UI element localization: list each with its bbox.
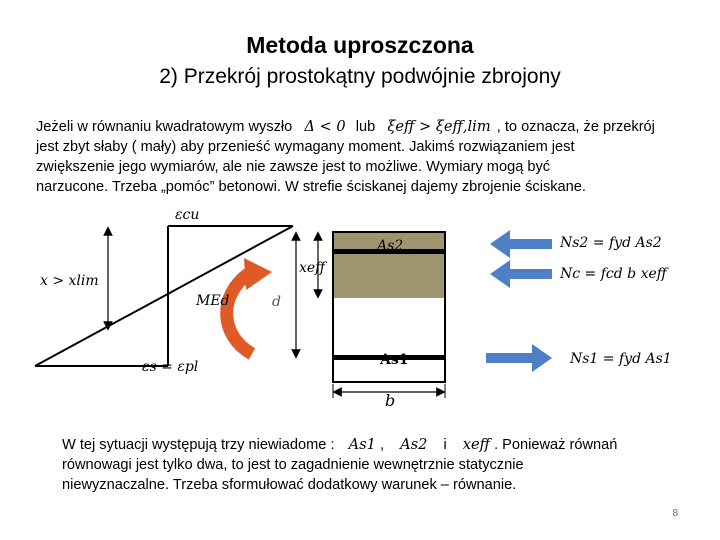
xi-condition: ξeff > ξeff,lim bbox=[387, 118, 491, 135]
unknown-as1: As1 bbox=[348, 436, 376, 453]
unknown-as2: As2 bbox=[400, 436, 428, 453]
ns1-equation: Ns1 = fyd As1 bbox=[570, 351, 672, 367]
conclusion-text: W tej sytuacji występują trzy niewiadome : bbox=[62, 437, 335, 453]
strain-diagram bbox=[35, 226, 293, 366]
ns2-equation: Ns2 = fyd As2 bbox=[560, 235, 662, 251]
conclusion-line-1 bbox=[62, 435, 702, 455]
conclusion-text: . Ponieważ równań bbox=[494, 437, 618, 453]
conclusion-line-3: niewyznaczalne. Trzeba sformułować dodatkowy warunek – równanie. bbox=[62, 477, 517, 493]
paragraph-text: , to oznacza, że przekrój bbox=[496, 119, 655, 135]
page-number: 8 bbox=[672, 508, 678, 519]
separator: i bbox=[443, 437, 447, 453]
d-label: d bbox=[272, 294, 281, 310]
x-label: x > xlim bbox=[40, 273, 99, 289]
as2-label: As2 bbox=[377, 238, 404, 254]
separator: , bbox=[379, 437, 385, 453]
force-ns1-head bbox=[532, 344, 552, 372]
force-ns1-arrow bbox=[486, 353, 532, 363]
delta-condition: Δ < 0 bbox=[304, 118, 346, 135]
moment-arrow-head bbox=[244, 258, 272, 290]
slide-title: Metoda uproszczona bbox=[246, 32, 474, 58]
cross-section bbox=[296, 232, 445, 398]
paragraph-line-3: zwiększenie jego wymiarów, ale nie zawsze jest to możliwe. Wymiary mogą być bbox=[36, 159, 551, 175]
force-nc-head bbox=[490, 260, 510, 288]
slide-subtitle: 2) Przekrój prostokątny podwójnie zbrojony bbox=[159, 65, 561, 88]
xeff-label: xeff bbox=[299, 260, 326, 276]
moment-label: MEd bbox=[196, 293, 230, 309]
force-ns2-head bbox=[490, 230, 510, 258]
eps-s-label: εs = εpl bbox=[142, 359, 199, 375]
b-label: b bbox=[385, 391, 396, 410]
conclusion-paragraph bbox=[62, 435, 702, 495]
as1-label: As1 bbox=[380, 352, 409, 368]
paragraph-line-4: narzucone. Trzeba „pomóc” betonowi. W strefie ściskanej dajemy zbrojenie ściskane. bbox=[36, 179, 586, 195]
nc-equation: Nc = fcd b xeff bbox=[560, 266, 667, 282]
force-ns2-arrow bbox=[506, 239, 552, 249]
unknown-xeff: xeff bbox=[462, 436, 491, 453]
paragraph-text: lub bbox=[355, 119, 376, 135]
force-arrows bbox=[486, 230, 552, 372]
paragraph-line-2: jest zbyt słaby ( mały) aby przenieść wymagany moment. Jakimś rozwiązaniem jest bbox=[36, 139, 575, 155]
conclusion-line-2: równowagi jest tylko dwa, to jest to zagadnienie wewnętrznie statycznie bbox=[62, 457, 524, 473]
eps-cu-label: εcu bbox=[175, 207, 200, 223]
strain-line bbox=[35, 226, 293, 366]
paragraph-text: Jeżeli w równaniu kwadratowym wyszło bbox=[36, 119, 293, 135]
force-nc-arrow bbox=[506, 269, 552, 279]
